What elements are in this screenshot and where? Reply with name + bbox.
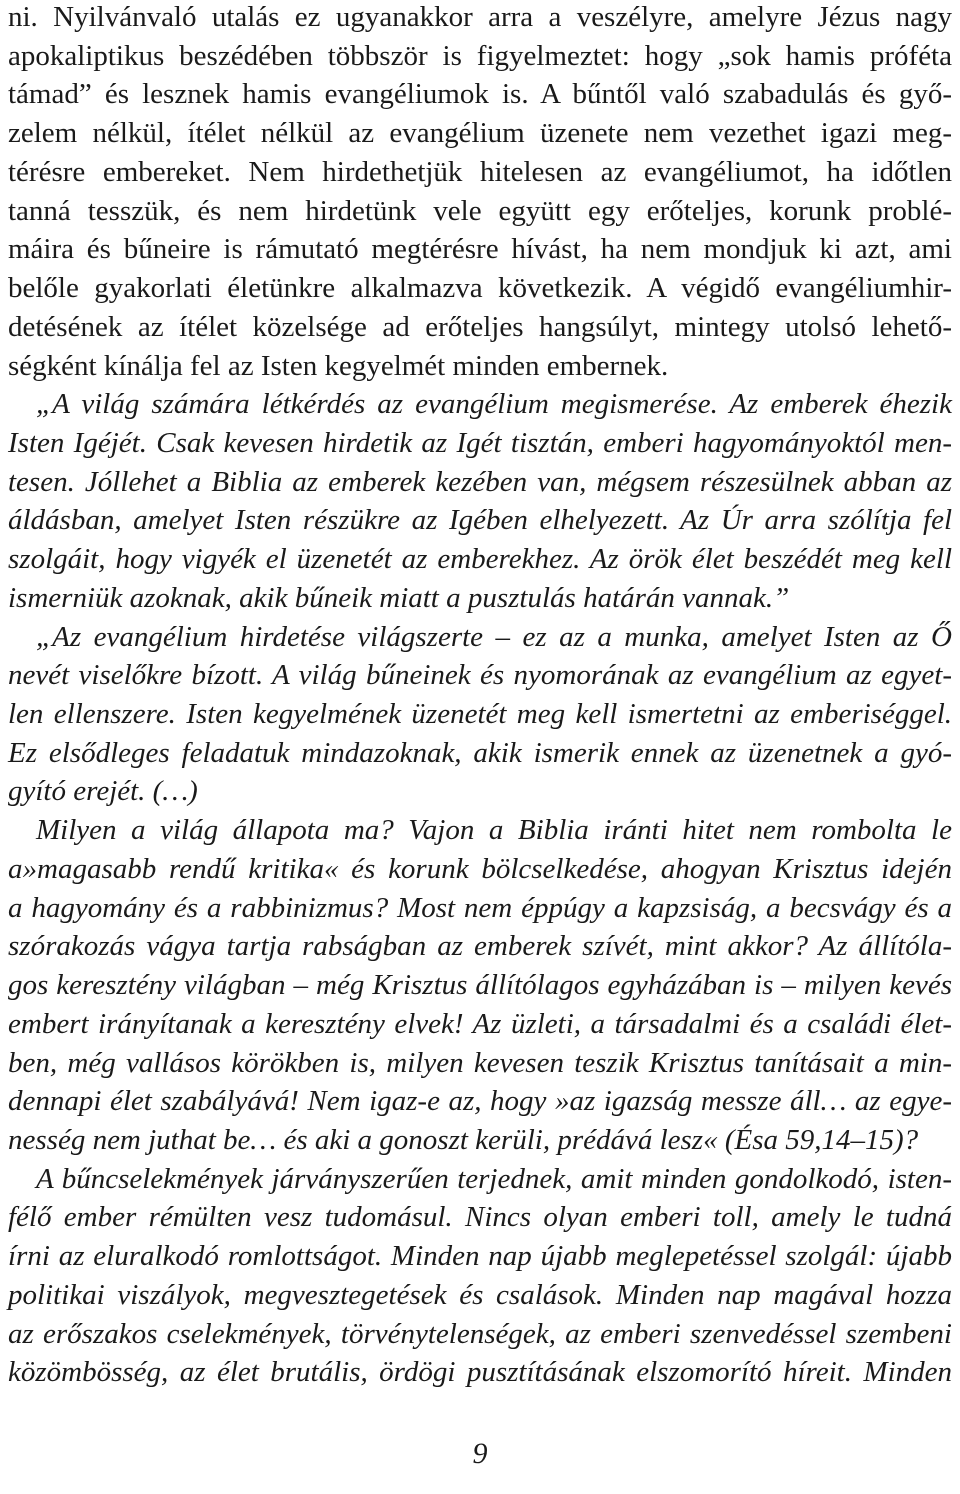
quote-line: tesen. Jóllehet a Biblia az emberek kezében van, mégsem részesülnek abban az <box>8 466 952 498</box>
quote-line: nesség nem juthat be… és aki a gonoszt kerüli, prédává lesz« (Ésa 59,14–15)? <box>8 1124 919 1156</box>
quote-line: Isten Igéjét. Csak kevesen hirdetik az Igét tisztán, emberi hagyományoktól men- <box>8 427 952 459</box>
quote-line: az erőszakos cselekmények, törvénytelenségek, az emberi szenvedéssel szembeni <box>8 1318 952 1350</box>
text-line: ni. Nyilvánvaló utalás ez ugyanakkor arra a veszélyre, amelyre Jézus nagy <box>8 1 952 33</box>
page-number: 9 <box>472 1437 488 1470</box>
quote-line: Ez elsődleges feladatuk mindazoknak, akik ismerik ennek az üzenetnek a gyó- <box>8 737 952 769</box>
text-line: belőle gyakorlati életünkre alkalmazva következik. A végidő evangéliumhir- <box>8 272 952 304</box>
quote-line: A bűncselekmények járványszerűen terjednek, amit minden gondolkodó, isten- <box>36 1163 952 1195</box>
quote-line: félő ember rémülten vesz tudomásul. Nincs olyan emberi toll, amely le tudná <box>8 1201 952 1233</box>
text-line: zelem nélkül, ítélet nélkül az evangélium üzenete nem vezethet igazi meg- <box>8 117 952 149</box>
text-line: apokaliptikus beszédében többször is figyelmeztet: hogy „sok hamis próféta <box>8 40 952 72</box>
quote-line: dennapi élet szabályává! Nem igaz-e az, hogy »az igazság messze áll… az egye- <box>8 1085 952 1117</box>
quote-line: közömbösség, az élet brutális, ördögi pusztításának elszomorító híreit. Minden <box>8 1356 952 1388</box>
text-line: támad” és lesznek hamis evangéliumok is. A bűntől való szabadulás és győ- <box>8 78 952 110</box>
quote-line: ben, még vallásos körökben is, milyen kevesen teszik Krisztus tanításait a min- <box>8 1047 952 1079</box>
quote-line: „Az evangélium hirdetése világszerte – ez az a munka, amelyet Isten az Ő <box>36 621 952 653</box>
quote-line: nevét viselőkre bízott. A világ bűneinek és nyomorának az evangélium az egyet- <box>8 659 952 691</box>
quote-line: gyító erejét. (…) <box>8 775 198 807</box>
text-line: detésének az ítélet közelsége ad erőteljes hangsúlyt, mintegy utolsó lehető- <box>8 311 952 343</box>
quote-line: a»magasabb rendű kritika« és korunk bölcselkedése, ahogyan Krisztus idején <box>8 853 952 885</box>
quote-line: a hagyomány és a rabbinizmus? Most nem éppúgy a kapzsiság, a becsvágy és a <box>8 892 952 924</box>
quote-line: áldásban, amelyet Isten részükre az Igében elhelyezett. Az Úr arra szólítja fel <box>8 504 952 536</box>
text-line: tanná tesszük, és nem hirdetünk vele együtt egy erőteljes, korunk problé- <box>8 195 952 227</box>
quote-line: ismerniük azoknak, akik bűneik miatt a pusztulás határán vannak.” <box>8 582 790 614</box>
text-line: máira és bűneire is rámutató megtérésre hívást, ha nem mondjuk ki azt, ami <box>8 233 952 265</box>
quote-line: embert irányítanak a keresztény elvek! Az üzleti, a társadalmi és a családi élet- <box>8 1008 952 1040</box>
quote-line: „A világ számára létkérdés az evangélium megismerése. Az emberek éhezik <box>36 388 952 420</box>
quote-line: politikai viszályok, megvesztegetések és csalások. Minden nap magával hozza <box>8 1279 952 1311</box>
quote-line: gos keresztény világban – még Krisztus állítólagos egyházában is – milyen kevés <box>8 969 952 1001</box>
quote-line: Milyen a világ állapota ma? Vajon a Biblia iránti hitet nem rombolta le <box>36 814 952 846</box>
quote-line: írni az eluralkodó romlottságot. Minden nap újabb meglepetéssel szolgál: újabb <box>8 1240 952 1272</box>
text-line: térésre embereket. Nem hirdethetjük hitelesen az evangéliumot, ha időtlen <box>8 156 952 188</box>
quote-line: szolgáit, hogy vigyék el üzenetét az emberekhez. Az örök élet beszédét meg kell <box>8 543 952 575</box>
quote-line: szórakozás vágya tartja rabságban az emberek szívét, mint akkor? Az állítóla- <box>8 930 952 962</box>
text-line: ségként kínálja fel az Isten kegyelmét minden embernek. <box>8 350 669 382</box>
quote-line: len ellenszere. Isten kegyelmének üzenetét meg kell ismertetni az emberiséggel. <box>8 698 952 730</box>
